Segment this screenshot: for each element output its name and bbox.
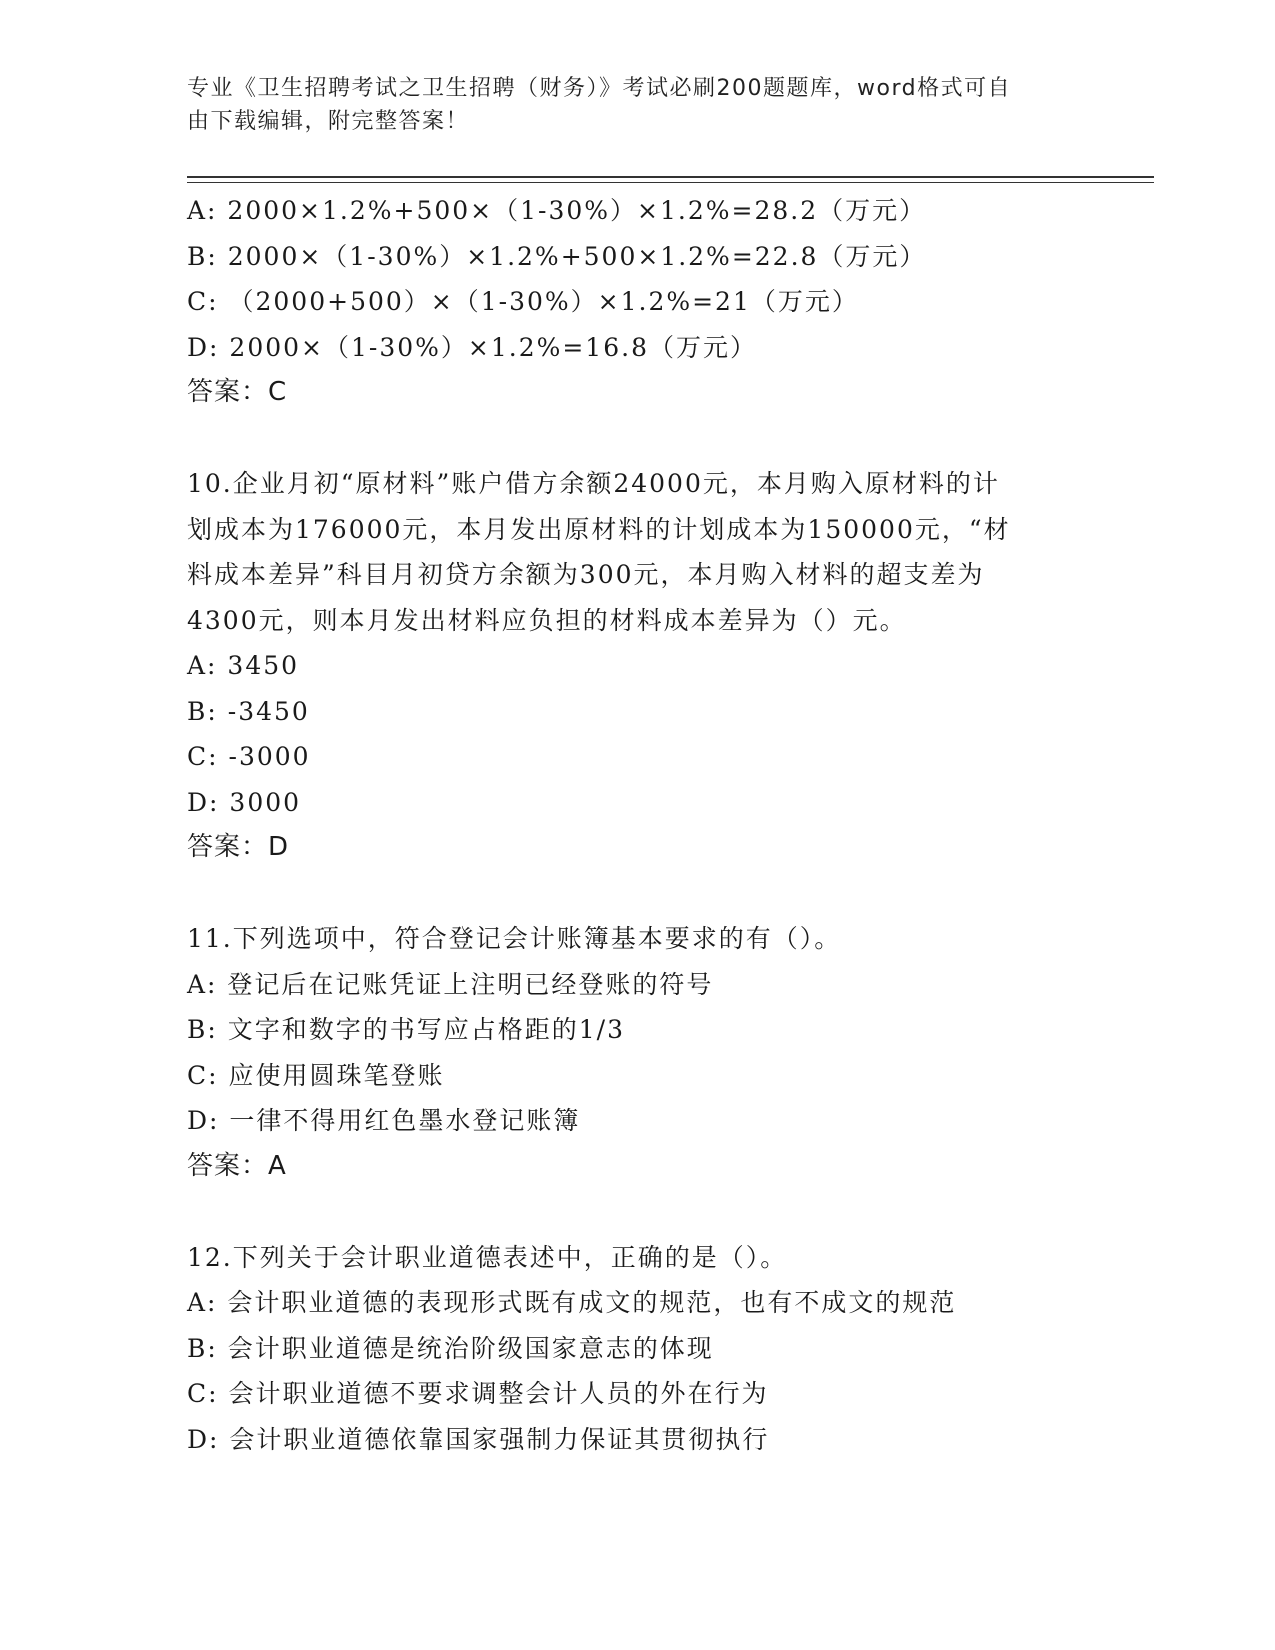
answer-line: 答案：C	[187, 377, 288, 407]
option-d: D: 一律不得用红色墨水登记账簿	[187, 1106, 581, 1135]
question-12	[187, 1235, 1087, 1463]
spacer	[187, 871, 1087, 917]
option-b: B: 会计职业道德是统治阶级国家意志的体现	[187, 1333, 714, 1363]
option-a: A: 登记后在记账凭证上注明已经登账的符号	[187, 969, 714, 999]
question-11	[187, 916, 1087, 1189]
option-c: C: 应使用圆珠笔登账	[187, 1060, 445, 1090]
option-d: D: 2000×（1-30%）×1.2%=16.8（万元）	[187, 332, 757, 362]
header-divider-thin	[187, 182, 1154, 183]
document-header	[187, 72, 1067, 138]
question-stem-line: 料成本差异”科目月初贷方余额为300元，本月购入材料的超支差为	[187, 560, 985, 589]
option-a: A: 会计职业道德的表现形式既有成文的规范，也有不成文的规范	[187, 1288, 957, 1317]
option-a: A: 2000×1.2%+500×（1-30%）×1.2%=28.2（万元）	[187, 196, 927, 225]
option-c: C: -3000	[187, 742, 311, 771]
question-stem-line: 12.下列关于会计职业道德表述中，正确的是（）。	[187, 1242, 788, 1272]
header-divider-thick	[187, 176, 1154, 178]
question-stem-line: 10.企业月初“原材料”账户借方余额24000元，本月购入原材料的计	[187, 469, 1000, 498]
option-c: C: （2000+500）×（1-30%）×1.2%=21（万元）	[187, 287, 859, 316]
question-9	[187, 188, 1087, 416]
option-c: C: 会计职业道德不要求调整会计人员的外在行为	[187, 1379, 769, 1408]
option-b: B: 2000×（1-30%）×1.2%+500×1.2%=22.8（万元）	[187, 241, 927, 271]
header-line-1: 专业《卫生招聘考试之卫生招聘（财务）》考试必刷200题题库，word格式可自	[187, 76, 1012, 101]
answer-line: 答案：A	[187, 1150, 287, 1181]
option-d: D: 会计职业道德依靠国家强制力保证其贯彻执行	[187, 1424, 770, 1454]
option-b: B: -3450	[187, 696, 310, 726]
question-10	[187, 461, 1087, 871]
question-stem-line: 11.下列选项中，符合登记会计账簿基本要求的有（）。	[187, 924, 842, 953]
answer-line: 答案：D	[187, 832, 290, 862]
spacer	[187, 1189, 1087, 1235]
option-d: D: 3000	[187, 787, 302, 817]
option-b: B: 文字和数字的书写应占格距的1/3	[187, 1015, 625, 1044]
option-a: A: 3450	[187, 651, 300, 680]
question-stem-line: 4300元，则本月发出材料应负担的材料成本差异为（）元。	[187, 605, 907, 635]
question-list	[187, 188, 1087, 1462]
question-stem-line: 划成本为176000元，本月发出原材料的计划成本为150000元，“材	[187, 514, 1011, 544]
header-line-2: 由下载编辑，附完整答案！	[187, 109, 470, 134]
spacer	[187, 416, 1087, 462]
